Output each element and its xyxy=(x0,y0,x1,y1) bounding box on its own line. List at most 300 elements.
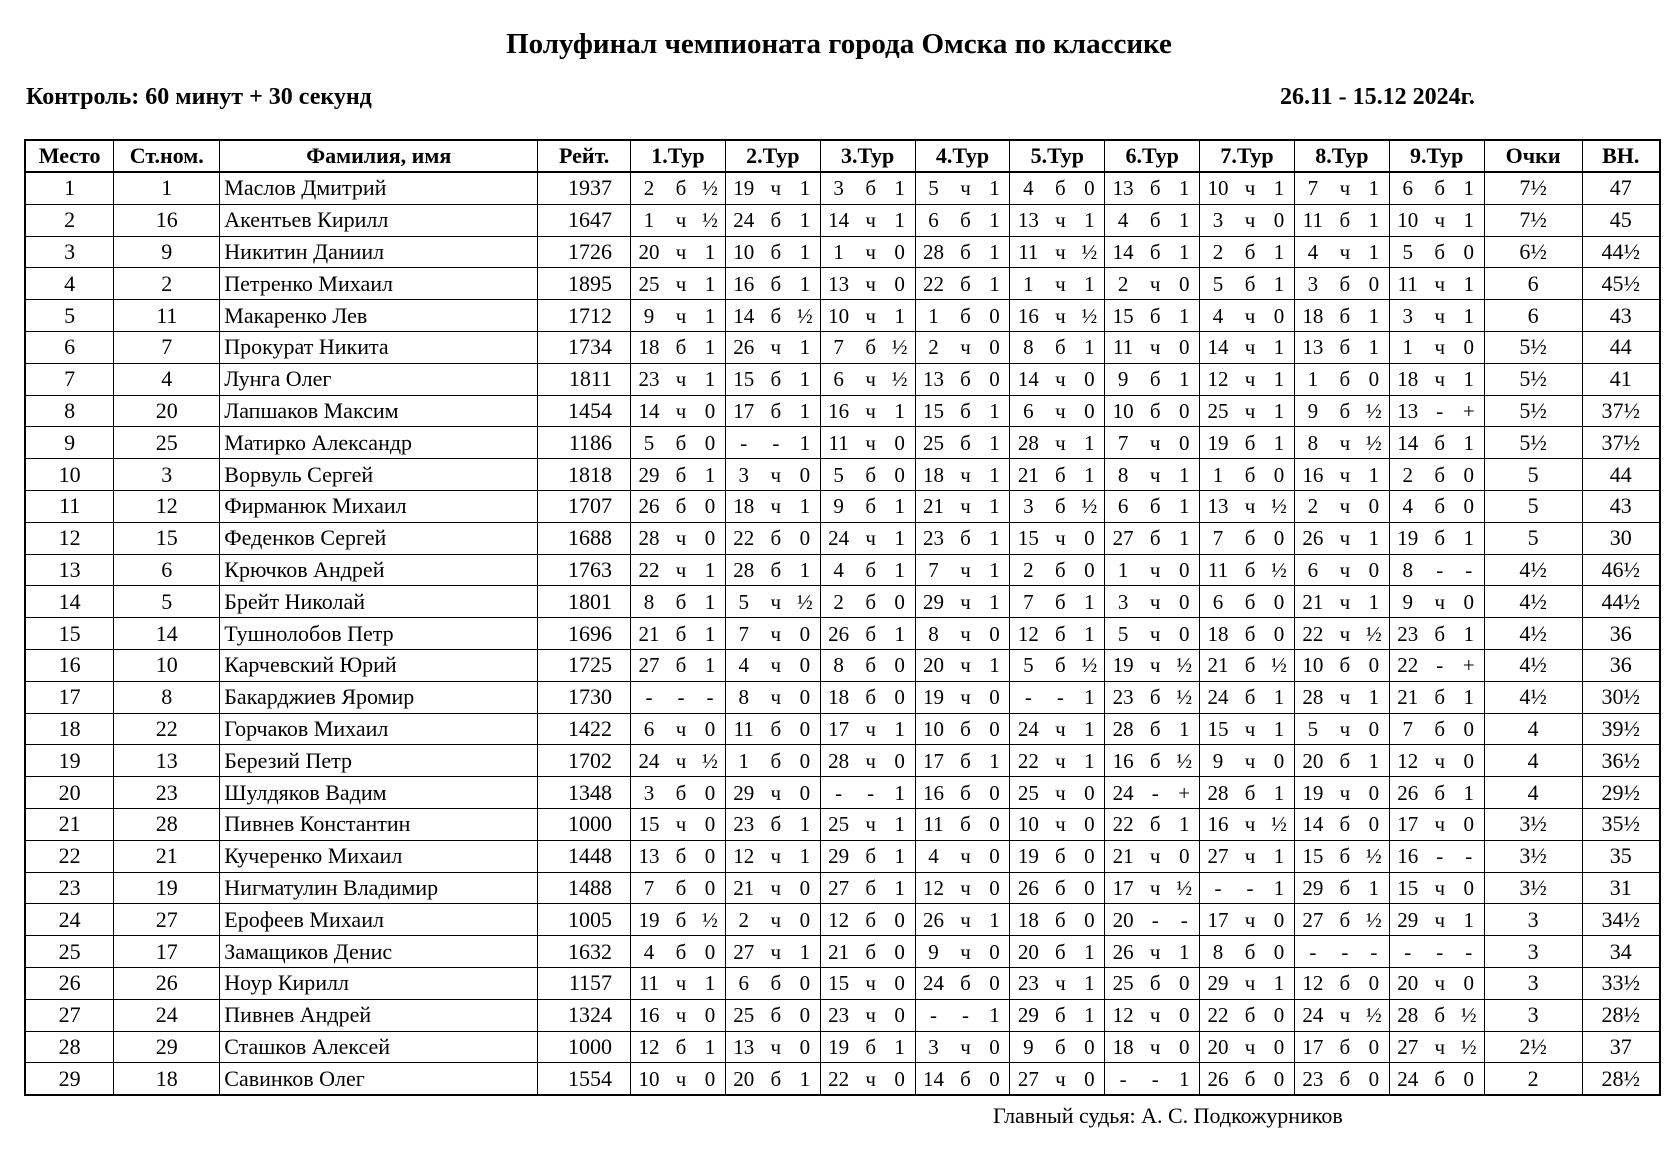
rating-cell: 1801 xyxy=(538,586,631,618)
round-color-cell: ч xyxy=(1046,808,1074,840)
round-opponent-cell: 6 xyxy=(1294,554,1330,586)
round-color-cell: ч xyxy=(762,1031,790,1063)
table-row xyxy=(25,681,1660,713)
round-opponent-cell: 11 xyxy=(1200,554,1236,586)
round-opponent-cell: 14 xyxy=(1389,427,1425,459)
round-color-cell: б xyxy=(857,936,885,968)
round-color-cell: ч xyxy=(1046,204,1074,236)
round-opponent-cell: 4 xyxy=(1010,172,1046,204)
round-opponent-cell: 13 xyxy=(631,840,667,872)
start-number-cell: 5 xyxy=(114,586,220,618)
round-color-cell: ч xyxy=(1236,1031,1264,1063)
round-result-cell: 0 xyxy=(790,649,820,681)
round-result-cell: 1 xyxy=(885,713,915,745)
round-color-cell: б xyxy=(1236,681,1264,713)
round-opponent-cell: 8 xyxy=(1200,936,1236,968)
table-row xyxy=(25,649,1660,681)
round-result-cell: 0 xyxy=(790,777,820,809)
round-color-cell: б xyxy=(667,904,695,936)
round-opponent-cell: 8 xyxy=(1105,459,1141,491)
round-opponent-cell: 8 xyxy=(1010,331,1046,363)
table-row xyxy=(25,490,1660,522)
tiebreak-cell: 45 xyxy=(1582,204,1660,236)
round-result-cell: 1 xyxy=(1359,204,1389,236)
table-row xyxy=(25,1031,1660,1063)
round-result-cell: 0 xyxy=(695,808,725,840)
round-opponent-cell: 24 xyxy=(1010,713,1046,745)
round-opponent-cell: 15 xyxy=(1105,300,1141,332)
rating-cell: 1895 xyxy=(538,268,631,300)
round-opponent-cell: 16 xyxy=(1389,840,1425,872)
round-color-cell: ч xyxy=(1046,363,1074,395)
start-number-cell: 6 xyxy=(114,554,220,586)
round-color-cell: ч xyxy=(1236,808,1264,840)
round-result-cell: 1 xyxy=(1454,204,1484,236)
round-opponent-cell: 21 xyxy=(1010,459,1046,491)
place-cell: 8 xyxy=(25,395,114,427)
tiebreak-cell: 34 xyxy=(1582,936,1660,968)
round-opponent-cell: 10 xyxy=(1294,649,1330,681)
round-opponent-cell: 1 xyxy=(1389,331,1425,363)
round-color-cell: б xyxy=(1426,681,1454,713)
round-result-cell: 0 xyxy=(790,872,820,904)
round-color-cell: б xyxy=(951,967,979,999)
start-number-cell: 16 xyxy=(114,204,220,236)
place-cell: 24 xyxy=(25,904,114,936)
round-color-cell: ч xyxy=(667,745,695,777)
round-opponent-cell: 2 xyxy=(1200,236,1236,268)
round-opponent-cell: 7 xyxy=(915,554,951,586)
round-color-cell: б xyxy=(667,331,695,363)
round-opponent-cell: 20 xyxy=(1105,904,1141,936)
round-color-cell: - xyxy=(1141,904,1169,936)
round-opponent-cell: 12 xyxy=(1010,618,1046,650)
round-color-cell: ч xyxy=(1141,649,1169,681)
round-opponent-cell: 5 xyxy=(1010,649,1046,681)
round-opponent-cell: 27 xyxy=(820,872,856,904)
round-color-cell: б xyxy=(1141,300,1169,332)
round-result-cell: 0 xyxy=(1264,745,1294,777)
round-color-cell: б xyxy=(1331,204,1359,236)
round-opponent-cell: 21 xyxy=(1389,681,1425,713)
round-result-cell: 0 xyxy=(1359,777,1389,809)
round-opponent-cell: 20 xyxy=(1389,967,1425,999)
round-opponent-cell: 5 xyxy=(1105,618,1141,650)
round-result-cell: 0 xyxy=(885,745,915,777)
player-name-cell: Прокурат Никита xyxy=(220,331,538,363)
round-result-cell: - xyxy=(1169,904,1199,936)
round-color-cell: - xyxy=(1426,554,1454,586)
round-result-cell: 0 xyxy=(695,840,725,872)
round-opponent-cell: 26 xyxy=(1010,872,1046,904)
round-result-cell: 0 xyxy=(1454,1063,1484,1095)
place-cell: 20 xyxy=(25,777,114,809)
start-number-cell: 15 xyxy=(114,522,220,554)
round-result-cell: ½ xyxy=(1074,300,1104,332)
round-opponent-cell: 27 xyxy=(631,649,667,681)
table-row xyxy=(25,1063,1660,1095)
round-color-cell: б xyxy=(1141,522,1169,554)
round-color-cell: б xyxy=(1141,204,1169,236)
col-round-5: 5.Тур xyxy=(1010,140,1105,172)
round-color-cell: ч xyxy=(1046,300,1074,332)
round-result-cell: 1 xyxy=(885,395,915,427)
table-row xyxy=(25,395,1660,427)
round-color-cell: б xyxy=(1426,999,1454,1031)
round-result-cell: 1 xyxy=(1264,236,1294,268)
round-result-cell: 1 xyxy=(1359,586,1389,618)
round-opponent-cell: 28 xyxy=(1010,427,1046,459)
tiebreak-cell: 34½ xyxy=(1582,904,1660,936)
rating-cell: 1937 xyxy=(538,172,631,204)
round-result-cell: 1 xyxy=(695,649,725,681)
round-color-cell: ч xyxy=(1331,777,1359,809)
round-opponent-cell: 29 xyxy=(725,777,761,809)
round-opponent-cell: 17 xyxy=(725,395,761,427)
round-result-cell: 0 xyxy=(695,872,725,904)
round-result-cell: 1 xyxy=(980,745,1010,777)
rating-cell: 1488 xyxy=(538,872,631,904)
tiebreak-cell: 28½ xyxy=(1582,1063,1660,1095)
round-result-cell: 1 xyxy=(1074,745,1104,777)
round-opponent-cell: 18 xyxy=(1389,363,1425,395)
round-color-cell: б xyxy=(1046,490,1074,522)
points-cell: 6 xyxy=(1484,300,1582,332)
round-color-cell: б xyxy=(1046,1031,1074,1063)
round-opponent-cell: 11 xyxy=(820,427,856,459)
round-color-cell: ч xyxy=(1046,522,1074,554)
round-opponent-cell: 19 xyxy=(1294,777,1330,809)
col-place: Место xyxy=(25,140,114,172)
tiebreak-cell: 43 xyxy=(1582,490,1660,522)
round-opponent-cell: 5 xyxy=(631,427,667,459)
tiebreak-cell: 47 xyxy=(1582,172,1660,204)
player-name-cell: Матирко Александр xyxy=(220,427,538,459)
round-color-cell: ч xyxy=(857,713,885,745)
round-color-cell: ч xyxy=(857,745,885,777)
round-opponent-cell: - xyxy=(915,999,951,1031)
round-color-cell: б xyxy=(1141,490,1169,522)
round-result-cell: 1 xyxy=(1359,872,1389,904)
round-result-cell: 1 xyxy=(1264,967,1294,999)
points-cell: 7½ xyxy=(1484,172,1582,204)
round-opponent-cell: 1 xyxy=(1200,459,1236,491)
round-color-cell: ч xyxy=(1236,745,1264,777)
round-result-cell: 0 xyxy=(695,999,725,1031)
tiebreak-cell: 44½ xyxy=(1582,586,1660,618)
round-color-cell: ч xyxy=(1331,681,1359,713)
round-opponent-cell: 8 xyxy=(1294,427,1330,459)
round-opponent-cell: 23 xyxy=(725,808,761,840)
round-result-cell: 0 xyxy=(980,1063,1010,1095)
round-result-cell: 0 xyxy=(885,427,915,459)
round-color-cell: б xyxy=(1236,268,1264,300)
round-opponent-cell: 4 xyxy=(1294,236,1330,268)
round-result-cell: 1 xyxy=(790,204,820,236)
round-result-cell: 0 xyxy=(1454,459,1484,491)
round-opponent-cell: 7 xyxy=(1010,586,1046,618)
round-color-cell: ч xyxy=(951,172,979,204)
round-result-cell: 0 xyxy=(980,331,1010,363)
round-color-cell: б xyxy=(667,649,695,681)
col-name: Фамилия, имя xyxy=(220,140,538,172)
round-result-cell: 0 xyxy=(980,713,1010,745)
round-result-cell: 0 xyxy=(1359,363,1389,395)
round-color-cell: б xyxy=(1046,586,1074,618)
place-cell: 26 xyxy=(25,967,114,999)
round-result-cell: 1 xyxy=(790,554,820,586)
round-color-cell: б xyxy=(1331,1031,1359,1063)
round-opponent-cell: 7 xyxy=(725,618,761,650)
round-color-cell: - xyxy=(1046,681,1074,713)
round-color-cell: б xyxy=(1046,331,1074,363)
round-result-cell: 0 xyxy=(1454,331,1484,363)
round-color-cell: б xyxy=(857,649,885,681)
round-opponent-cell: 28 xyxy=(631,522,667,554)
round-color-cell: ч xyxy=(1141,1031,1169,1063)
tournament-dates: 26.11 - 15.12 2024г. xyxy=(1280,84,1475,110)
round-result-cell: 0 xyxy=(1169,967,1199,999)
round-opponent-cell: 19 xyxy=(1105,649,1141,681)
tiebreak-cell: 36 xyxy=(1582,618,1660,650)
round-color-cell: ч xyxy=(762,172,790,204)
round-result-cell: 1 xyxy=(1264,840,1294,872)
round-color-cell: ч xyxy=(1236,840,1264,872)
round-opponent-cell: 3 xyxy=(1389,300,1425,332)
tiebreak-cell: 30 xyxy=(1582,522,1660,554)
tiebreak-cell: 31 xyxy=(1582,872,1660,904)
round-color-cell: б xyxy=(1426,618,1454,650)
round-result-cell: 0 xyxy=(790,522,820,554)
round-result-cell: ½ xyxy=(1454,1031,1484,1063)
points-cell: 3½ xyxy=(1484,840,1582,872)
standings-table xyxy=(24,139,1661,1096)
start-number-cell: 29 xyxy=(114,1031,220,1063)
round-opponent-cell: 24 xyxy=(820,522,856,554)
round-color-cell: ч xyxy=(1046,745,1074,777)
col-start-number: Ст.ном. xyxy=(114,140,220,172)
round-result-cell: 1 xyxy=(1359,300,1389,332)
round-result-cell: 0 xyxy=(1074,904,1104,936)
round-color-cell: б xyxy=(1046,172,1074,204)
table-row xyxy=(25,618,1660,650)
round-opponent-cell: 1 xyxy=(1294,363,1330,395)
round-color-cell: б xyxy=(1141,172,1169,204)
place-cell: 14 xyxy=(25,586,114,618)
round-color-cell: - xyxy=(1141,777,1169,809)
round-opponent-cell: 28 xyxy=(725,554,761,586)
round-color-cell: б xyxy=(951,363,979,395)
start-number-cell: 4 xyxy=(114,363,220,395)
round-color-cell: б xyxy=(1046,904,1074,936)
round-result-cell: ½ xyxy=(1169,681,1199,713)
round-opponent-cell: 18 xyxy=(1010,904,1046,936)
round-result-cell: 0 xyxy=(980,300,1010,332)
round-result-cell: 1 xyxy=(790,1063,820,1095)
start-number-cell: 12 xyxy=(114,490,220,522)
round-color-cell: ч xyxy=(951,331,979,363)
round-opponent-cell: 15 xyxy=(820,967,856,999)
start-number-cell: 17 xyxy=(114,936,220,968)
start-number-cell: 1 xyxy=(114,172,220,204)
round-opponent-cell: 19 xyxy=(915,681,951,713)
points-cell: 6½ xyxy=(1484,236,1582,268)
round-opponent-cell: 8 xyxy=(915,618,951,650)
round-result-cell: 1 xyxy=(695,1031,725,1063)
round-color-cell: б xyxy=(1331,395,1359,427)
round-result-cell: 1 xyxy=(695,363,725,395)
round-color-cell: ч xyxy=(951,840,979,872)
round-result-cell: 1 xyxy=(885,522,915,554)
place-cell: 13 xyxy=(25,554,114,586)
round-color-cell: б xyxy=(857,681,885,713)
round-opponent-cell: 8 xyxy=(631,586,667,618)
round-color-cell: б xyxy=(1141,967,1169,999)
round-color-cell: ч xyxy=(857,300,885,332)
round-result-cell: 0 xyxy=(1074,1031,1104,1063)
round-opponent-cell: 24 xyxy=(631,745,667,777)
round-opponent-cell: 20 xyxy=(1200,1031,1236,1063)
round-color-cell: ч xyxy=(1141,936,1169,968)
round-result-cell: 0 xyxy=(1359,649,1389,681)
round-result-cell: 1 xyxy=(980,522,1010,554)
round-color-cell: б xyxy=(1236,777,1264,809)
round-color-cell: б xyxy=(1426,777,1454,809)
round-color-cell: ч xyxy=(857,268,885,300)
round-opponent-cell: 4 xyxy=(1389,490,1425,522)
round-opponent-cell: 27 xyxy=(1010,1063,1046,1095)
round-color-cell: ч xyxy=(857,808,885,840)
table-row xyxy=(25,904,1660,936)
round-opponent-cell: 13 xyxy=(820,268,856,300)
round-color-cell: ч xyxy=(1141,554,1169,586)
round-result-cell: 1 xyxy=(790,808,820,840)
round-color-cell: б xyxy=(762,300,790,332)
round-color-cell: ч xyxy=(762,681,790,713)
round-result-cell: 1 xyxy=(695,268,725,300)
round-color-cell: ч xyxy=(857,236,885,268)
round-opponent-cell: 16 xyxy=(1200,808,1236,840)
rating-cell: 1726 xyxy=(538,236,631,268)
round-color-cell: б xyxy=(1236,586,1264,618)
round-color-cell: б xyxy=(1141,745,1169,777)
round-opponent-cell: 22 xyxy=(915,268,951,300)
table-row xyxy=(25,840,1660,872)
round-result-cell: 0 xyxy=(885,586,915,618)
round-opponent-cell: 28 xyxy=(820,745,856,777)
round-result-cell: 0 xyxy=(1264,586,1294,618)
round-result-cell: 0 xyxy=(1264,300,1294,332)
player-name-cell: Маслов Дмитрий xyxy=(220,172,538,204)
round-result-cell: 0 xyxy=(1264,1031,1294,1063)
round-result-cell: - xyxy=(1454,936,1484,968)
round-opponent-cell: 10 xyxy=(1010,808,1046,840)
round-opponent-cell: 13 xyxy=(1200,490,1236,522)
round-result-cell: 1 xyxy=(790,363,820,395)
round-opponent-cell: 5 xyxy=(1389,236,1425,268)
round-result-cell: 1 xyxy=(695,331,725,363)
points-cell: 4½ xyxy=(1484,618,1582,650)
round-opponent-cell: - xyxy=(631,681,667,713)
table-row xyxy=(25,936,1660,968)
round-color-cell: ч xyxy=(667,808,695,840)
round-opponent-cell: 25 xyxy=(725,999,761,1031)
round-result-cell: + xyxy=(1454,649,1484,681)
round-result-cell: 1 xyxy=(695,554,725,586)
rating-cell: 1005 xyxy=(538,904,631,936)
round-opponent-cell: 28 xyxy=(1389,999,1425,1031)
round-result-cell: 1 xyxy=(1264,395,1294,427)
round-opponent-cell: 2 xyxy=(820,586,856,618)
standings-body xyxy=(25,172,1660,1095)
player-name-cell: Карчевский Юрий xyxy=(220,649,538,681)
round-result-cell: 1 xyxy=(1264,872,1294,904)
tiebreak-cell: 33½ xyxy=(1582,967,1660,999)
round-opponent-cell: 21 xyxy=(1200,649,1236,681)
round-color-cell: ч xyxy=(1426,967,1454,999)
round-opponent-cell: 12 xyxy=(1105,999,1141,1031)
round-color-cell: ч xyxy=(1141,586,1169,618)
round-color-cell: б xyxy=(857,904,885,936)
round-color-cell: ч xyxy=(1236,204,1264,236)
round-color-cell: ч xyxy=(1426,268,1454,300)
points-cell: 5 xyxy=(1484,459,1582,491)
round-opponent-cell: 28 xyxy=(1105,713,1141,745)
round-opponent-cell: 19 xyxy=(1010,840,1046,872)
round-result-cell: 1 xyxy=(1454,522,1484,554)
round-result-cell: 0 xyxy=(885,236,915,268)
start-number-cell: 11 xyxy=(114,300,220,332)
round-opponent-cell: 11 xyxy=(1294,204,1330,236)
round-color-cell: ч xyxy=(667,300,695,332)
round-result-cell: 1 xyxy=(1074,204,1104,236)
round-opponent-cell: 17 xyxy=(1200,904,1236,936)
round-opponent-cell: 8 xyxy=(1389,554,1425,586)
player-name-cell: Акентьев Кирилл xyxy=(220,204,538,236)
round-opponent-cell: 22 xyxy=(1294,618,1330,650)
round-opponent-cell: 17 xyxy=(1105,872,1141,904)
round-result-cell: 1 xyxy=(1454,681,1484,713)
player-name-cell: Кучеренко Михаил xyxy=(220,840,538,872)
place-cell: 22 xyxy=(25,840,114,872)
round-result-cell: ½ xyxy=(885,331,915,363)
round-color-cell: ч xyxy=(1236,331,1264,363)
round-opponent-cell: 18 xyxy=(820,681,856,713)
start-number-cell: 27 xyxy=(114,904,220,936)
points-cell: 5½ xyxy=(1484,395,1582,427)
round-color-cell: ч xyxy=(762,490,790,522)
round-opponent-cell: 11 xyxy=(725,713,761,745)
round-color-cell: ч xyxy=(951,904,979,936)
round-result-cell: 1 xyxy=(885,490,915,522)
round-opponent-cell: 10 xyxy=(631,1063,667,1095)
round-color-cell: б xyxy=(1236,522,1264,554)
round-color-cell: б xyxy=(951,395,979,427)
round-result-cell: 0 xyxy=(1264,936,1294,968)
round-result-cell: 0 xyxy=(790,713,820,745)
round-result-cell: 1 xyxy=(885,204,915,236)
round-opponent-cell: 3 xyxy=(820,172,856,204)
round-result-cell: 1 xyxy=(1359,172,1389,204)
rating-cell: 1422 xyxy=(538,713,631,745)
rating-cell: 1696 xyxy=(538,618,631,650)
round-result-cell: 0 xyxy=(790,459,820,491)
start-number-cell: 22 xyxy=(114,713,220,745)
round-color-cell: ч xyxy=(1426,745,1454,777)
round-opponent-cell: 18 xyxy=(1200,618,1236,650)
round-opponent-cell: 7 xyxy=(631,872,667,904)
round-opponent-cell: 12 xyxy=(1200,363,1236,395)
